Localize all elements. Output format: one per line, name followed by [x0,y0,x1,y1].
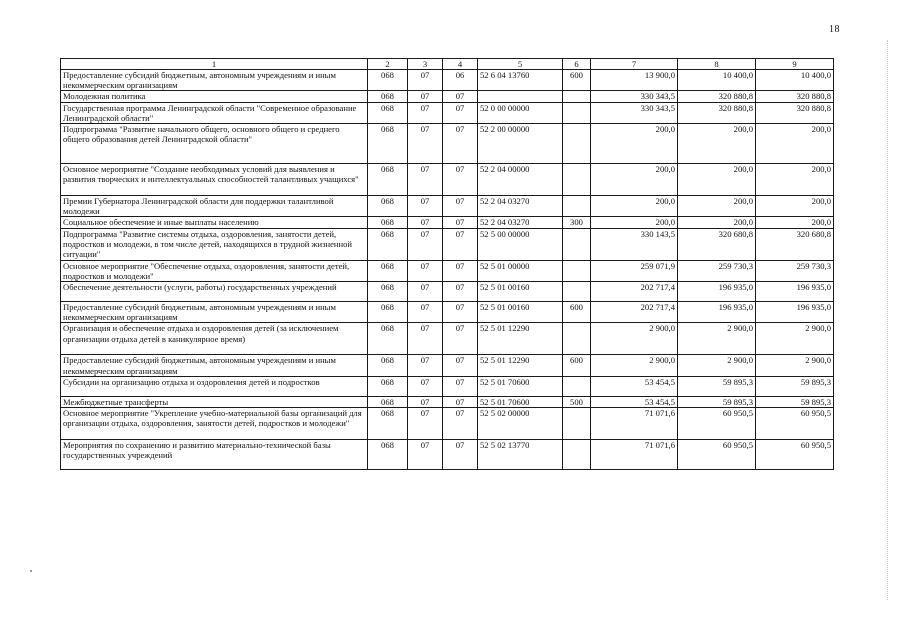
amount-year-2: 200,0 [678,124,756,164]
table-row [61,124,834,164]
amount-year-1: 71 071,6 [591,408,678,440]
section-code: 07 [408,323,443,355]
grbs-code: 068 [368,440,408,470]
expense-type-code [563,196,591,217]
grbs-code: 068 [368,102,408,123]
amount-year-2: 60 950,5 [678,440,756,470]
section-code: 07 [408,196,443,217]
amount-year-1: 2 900,0 [591,355,678,376]
amount-year-3: 200,0 [756,217,834,228]
section-code: 07 [408,440,443,470]
table-row [61,164,834,196]
expense-type-code [563,376,591,396]
amount-year-2: 2 900,0 [678,355,756,376]
section-code: 07 [408,228,443,260]
amount-year-2: 200,0 [678,196,756,217]
item-name: Предоставление субсидий бюджетным, автономным учреждениям и иным некоммерческим организациям [61,355,368,376]
amount-year-2: 10 400,0 [678,70,756,91]
target-article-code: 52 0 00 00000 [478,102,563,123]
target-article-code: 52 2 04 03270 [478,196,563,217]
expense-type-code: 500 [563,396,591,407]
amount-year-2: 2 900,0 [678,323,756,355]
subsection-code: 07 [443,440,478,470]
table-row [61,323,834,355]
subsection-code: 07 [443,217,478,228]
amount-year-3: 196 935,0 [756,282,834,302]
table-row [61,102,834,123]
amount-year-1: 13 900,0 [591,70,678,91]
subsection-code: 07 [443,323,478,355]
amount-year-3: 320 880,8 [756,102,834,123]
expense-type-code [563,260,591,281]
table-row [61,396,834,407]
subsection-code: 07 [443,91,478,102]
amount-year-1: 202 717,4 [591,302,678,323]
amount-year-3: 59 895,3 [756,376,834,396]
target-article-code: 52 5 01 12290 [478,355,563,376]
amount-year-2: 60 950,5 [678,408,756,440]
scan-margin-line [887,40,889,600]
amount-year-2: 200,0 [678,164,756,196]
grbs-code: 068 [368,124,408,164]
subsection-code: 07 [443,355,478,376]
table-row [61,282,834,302]
target-article-code: 52 2 04 03270 [478,217,563,228]
target-article-code: 52 5 02 13770 [478,440,563,470]
amount-year-2: 196 935,0 [678,282,756,302]
amount-year-3: 60 950,5 [756,440,834,470]
amount-year-3: 196 935,0 [756,302,834,323]
section-code: 07 [408,164,443,196]
amount-year-1: 330 343,5 [591,91,678,102]
section-code: 07 [408,102,443,123]
expense-type-code [563,164,591,196]
section-code: 07 [408,355,443,376]
target-article-code: 52 5 01 00160 [478,302,563,323]
section-code: 07 [408,91,443,102]
item-name: Основное мероприятие "Укрепление учебно-материальной базы организаций для организации отдыха, оздоровления, занятости детей, подростков и молодежи" [61,408,368,440]
expense-type-code: 300 [563,217,591,228]
expense-type-code: 600 [563,302,591,323]
subsection-code: 07 [443,228,478,260]
section-code: 07 [408,396,443,407]
table-row [61,408,834,440]
expense-type-code: 600 [563,355,591,376]
table-row [61,376,834,396]
amount-year-1: 202 717,4 [591,282,678,302]
amount-year-2: 59 895,3 [678,396,756,407]
item-name: Субсидии на организацию отдыха и оздоровления детей и подростков [61,376,368,396]
grbs-code: 068 [368,228,408,260]
item-name: Мероприятия по сохранению и развитию материально-технической базы государственных учреждений [61,440,368,470]
target-article-code: 52 5 01 00000 [478,260,563,281]
expense-type-code [563,282,591,302]
amount-year-1: 200,0 [591,217,678,228]
amount-year-1: 53 454,5 [591,396,678,407]
section-code: 07 [408,70,443,91]
column-header: 6 [563,59,591,70]
section-code: 07 [408,408,443,440]
grbs-code: 068 [368,91,408,102]
section-code: 07 [408,217,443,228]
amount-year-2: 200,0 [678,217,756,228]
section-code: 07 [408,124,443,164]
section-code: 07 [408,376,443,396]
expense-type-code: 600 [563,70,591,91]
expense-type-code [563,124,591,164]
amount-year-3: 10 400,0 [756,70,834,91]
section-code: 07 [408,282,443,302]
amount-year-1: 53 454,5 [591,376,678,396]
item-name: Межбюджетные трансферты [61,396,368,407]
item-name: Молодежная политика [61,91,368,102]
item-name: Подпрограмма "Развитие системы отдыха, оздоровления, занятости детей, подростков и молодежи, в том числе детей, находящихся в трудной жизненной ситуации" [61,228,368,260]
grbs-code: 068 [368,70,408,91]
subsection-code: 07 [443,124,478,164]
column-header: 5 [478,59,563,70]
subsection-code: 07 [443,302,478,323]
target-article-code [478,91,563,102]
expense-type-code [563,440,591,470]
column-header: 4 [443,59,478,70]
grbs-code: 068 [368,217,408,228]
expense-type-code [563,228,591,260]
amount-year-1: 330 343,5 [591,102,678,123]
subsection-code: 07 [443,260,478,281]
section-code: 07 [408,260,443,281]
table-row [61,440,834,470]
amount-year-2: 320 680,8 [678,228,756,260]
column-header: 2 [368,59,408,70]
target-article-code: 52 2 00 00000 [478,124,563,164]
amount-year-3: 200,0 [756,164,834,196]
item-name: Основное мероприятие "Создание необходимых условий для выявления и развития творческих и интеллектуальных способностей талантливых учащихся" [61,164,368,196]
item-name: Премии Губернатора Ленинградской области для поддержки талантливой молодежи [61,196,368,217]
column-header: 7 [591,59,678,70]
expense-type-code [563,102,591,123]
table-row [61,260,834,281]
table-row [61,302,834,323]
subsection-code: 07 [443,396,478,407]
subsection-code: 07 [443,102,478,123]
target-article-code: 52 5 01 70600 [478,376,563,396]
item-name: Социальное обеспечение и иные выплаты населению [61,217,368,228]
expense-type-code [563,91,591,102]
amount-year-3: 59 895,3 [756,396,834,407]
amount-year-1: 200,0 [591,196,678,217]
table-row [61,91,834,102]
amount-year-2: 320 880,8 [678,102,756,123]
table-row [61,70,834,91]
column-header: 3 [408,59,443,70]
subsection-code: 07 [443,408,478,440]
grbs-code: 068 [368,282,408,302]
table-row [61,355,834,376]
table-row [61,196,834,217]
column-header: 8 [678,59,756,70]
amount-year-2: 196 935,0 [678,302,756,323]
subsection-code: 07 [443,164,478,196]
amount-year-3: 2 900,0 [756,323,834,355]
section-code: 07 [408,302,443,323]
item-name: Государственная программа Ленинградской области "Современное образование Ленинградской области" [61,102,368,123]
amount-year-2: 320 880,8 [678,91,756,102]
table-row [61,228,834,260]
target-article-code: 52 5 02 00000 [478,408,563,440]
grbs-code: 068 [368,302,408,323]
grbs-code: 068 [368,396,408,407]
item-name: Подпрограмма "Развитие начального общего, основного общего и среднего общего образования детей Ленинградской области" [61,124,368,164]
amount-year-3: 200,0 [756,124,834,164]
grbs-code: 068 [368,376,408,396]
item-name: Обеспечение деятельности (услуги, работы) государственных учреждений [61,282,368,302]
amount-year-1: 200,0 [591,124,678,164]
item-name: Основное мероприятие "Обеспечение отдыха, оздоровления, занятости детей, подростков и молодежи" [61,260,368,281]
amount-year-3: 320 680,8 [756,228,834,260]
grbs-code: 068 [368,260,408,281]
amount-year-1: 200,0 [591,164,678,196]
budget-table [60,58,834,470]
page-number: 18 [829,24,840,35]
column-header: 1 [61,59,368,70]
grbs-code: 068 [368,164,408,196]
column-header: 9 [756,59,834,70]
expense-type-code [563,323,591,355]
expense-type-code [563,408,591,440]
item-name: Организация и обеспечение отдыха и оздоровления детей (за исключением организации отдыха детей в каникулярное время) [61,323,368,355]
target-article-code: 52 5 01 70600 [478,396,563,407]
item-name: Предоставление субсидий бюджетным, автономным учреждениям и иным некоммерческим организациям [61,70,368,91]
amount-year-3: 2 900,0 [756,355,834,376]
grbs-code: 068 [368,323,408,355]
subsection-code: 07 [443,376,478,396]
scan-speck [30,570,32,572]
amount-year-1: 330 143,5 [591,228,678,260]
amount-year-3: 60 950,5 [756,408,834,440]
grbs-code: 068 [368,408,408,440]
amount-year-3: 259 730,3 [756,260,834,281]
amount-year-2: 59 895,3 [678,376,756,396]
amount-year-1: 2 900,0 [591,323,678,355]
target-article-code: 52 5 01 12290 [478,323,563,355]
column-number-header [61,59,834,70]
target-article-code: 52 6 04 13760 [478,70,563,91]
amount-year-3: 320 880,8 [756,91,834,102]
amount-year-2: 259 730,3 [678,260,756,281]
item-name: Предоставление субсидий бюджетным, автономным учреждениям и иным некоммерческим организациям [61,302,368,323]
grbs-code: 068 [368,355,408,376]
grbs-code: 068 [368,196,408,217]
target-article-code: 52 5 00 00000 [478,228,563,260]
table-row [61,217,834,228]
amount-year-1: 259 071,9 [591,260,678,281]
amount-year-1: 71 071,6 [591,440,678,470]
subsection-code: 06 [443,70,478,91]
subsection-code: 07 [443,282,478,302]
amount-year-3: 200,0 [756,196,834,217]
target-article-code: 52 5 01 00160 [478,282,563,302]
target-article-code: 52 2 04 00000 [478,164,563,196]
subsection-code: 07 [443,196,478,217]
